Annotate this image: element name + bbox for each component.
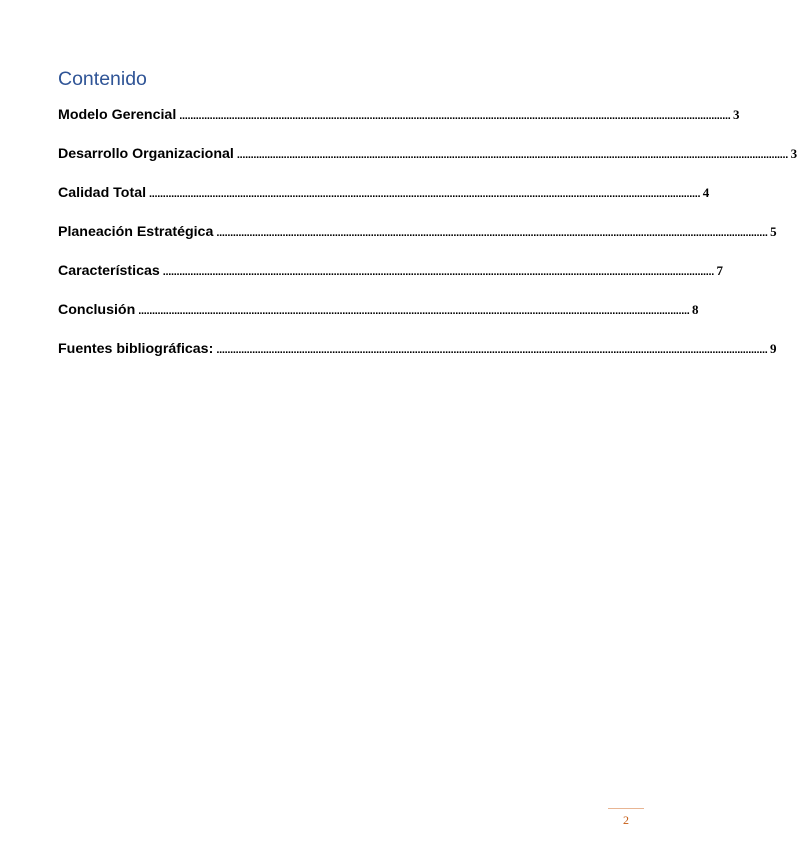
table-of-contents [58, 105, 797, 378]
toc-dot-leader: ........................................................................................................................................................................................................ [216, 344, 768, 356]
footer-divider [608, 808, 644, 809]
toc-entry-label: Conclusión [58, 302, 136, 318]
toc-entry-page: 8 [691, 302, 699, 317]
toc-entry-label: Características [58, 263, 160, 279]
toc-dot-leader: ........................................................................................................................................................................................................ [138, 305, 690, 317]
toc-entry-label: Modelo Gerencial [58, 107, 177, 123]
toc-entry-label: Fuentes bibliográficas: [58, 341, 214, 357]
toc-entry-label: Planeación Estratégica [58, 224, 214, 240]
toc-dot-leader: ........................................................................................................................................................................................................ [216, 227, 768, 239]
toc-entry-label: Desarrollo Organizacional [58, 146, 234, 162]
toc-entry-label: Calidad Total [58, 185, 147, 201]
toc-entry-caracteristicas[interactable] [58, 261, 723, 300]
toc-entry-page: 3 [790, 146, 797, 161]
toc-dot-leader: ........................................................................................................................................................................................................ [236, 149, 789, 161]
toc-entry-fuentes-bibliograficas[interactable] [58, 339, 777, 378]
toc-dot-leader: ........................................................................................................................................................................................................ [179, 110, 731, 122]
page-number: 2 [623, 813, 629, 827]
toc-entry-page: 9 [770, 341, 777, 356]
toc-entry-page: 7 [716, 263, 723, 278]
toc-entry-calidad-total[interactable] [58, 183, 710, 222]
toc-dot-leader: ........................................................................................................................................................................................................ [149, 188, 701, 200]
toc-entry-page: 3 [733, 107, 740, 122]
toc-entry-modelo-gerencial[interactable] [58, 105, 740, 144]
toc-entry-conclusion[interactable] [58, 300, 699, 339]
toc-dot-leader: ........................................................................................................................................................................................................ [162, 266, 714, 278]
toc-title: Contenido [58, 68, 147, 90]
toc-entry-page: 5 [770, 224, 777, 239]
toc-entry-desarrollo-organizacional[interactable] [58, 144, 797, 183]
toc-entry-planeacion-estrategica[interactable] [58, 222, 777, 261]
toc-entry-page: 4 [702, 185, 710, 200]
